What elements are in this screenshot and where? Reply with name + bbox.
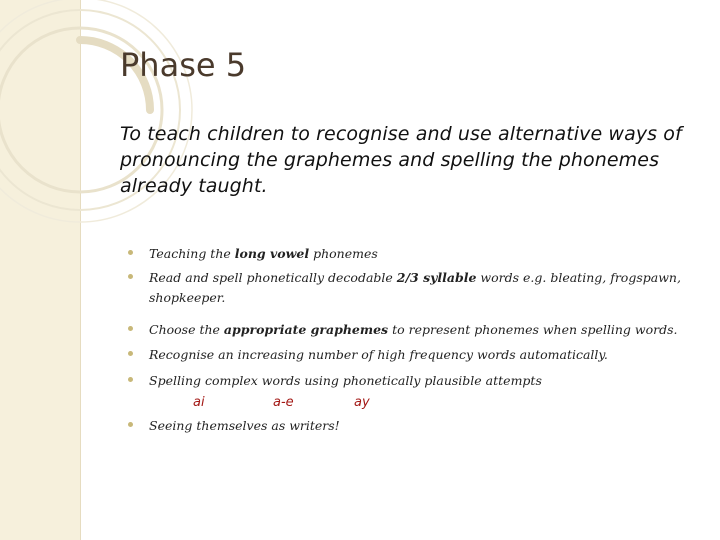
bullet-dot-icon [128, 377, 133, 382]
spelling-example: a-e [273, 395, 294, 410]
bullet-text: words e.g. bleating, frogspawn, shopkeeper. [149, 270, 681, 305]
bullet-dot-icon [128, 351, 133, 356]
slide-intro: To teach children to recognise and use alternative ways of pronouncing the graphemes and spelling the phonemes already taught. [120, 123, 682, 197]
spelling-example: ai [193, 395, 205, 410]
bullet-item [128, 414, 688, 438]
bullet-dot-icon [128, 326, 133, 331]
bullet-text: Spelling complex words using phonetically plausible attempts [149, 373, 542, 388]
slide-title: Phase 5 [120, 46, 247, 84]
bullet-item [128, 266, 688, 318]
bullet-dot-icon [128, 274, 133, 279]
bullet-dot-icon [128, 250, 133, 255]
bullet-text: Teaching the [149, 246, 235, 261]
bullet-text: phonemes [309, 246, 378, 261]
slide-sidebar [0, 0, 81, 540]
spelling-example: ay [354, 395, 370, 410]
bullet-dot-icon [128, 422, 133, 427]
bullet-text: Choose the [149, 322, 224, 337]
bullet-item [128, 318, 688, 343]
bullet-item [128, 343, 688, 369]
bullet-item [128, 369, 688, 395]
bullet-bold-text: 2/3 syllable [396, 270, 477, 285]
bullet-list [128, 242, 688, 395]
bullet-bold-text: long vowel [234, 246, 310, 261]
bullet-text: Seeing themselves as writers! [149, 418, 340, 433]
bullet-text: Recognise an increasing number of high frequency words automatically. [149, 347, 608, 362]
bullet-text: to represent phonemes when spelling words. [388, 322, 678, 337]
bullet-bold-text: appropriate graphemes [223, 322, 389, 337]
bullet-item [128, 242, 688, 266]
bullet-text: Read and spell phonetically decodable [149, 270, 397, 285]
bullet-list-tail [128, 414, 688, 438]
